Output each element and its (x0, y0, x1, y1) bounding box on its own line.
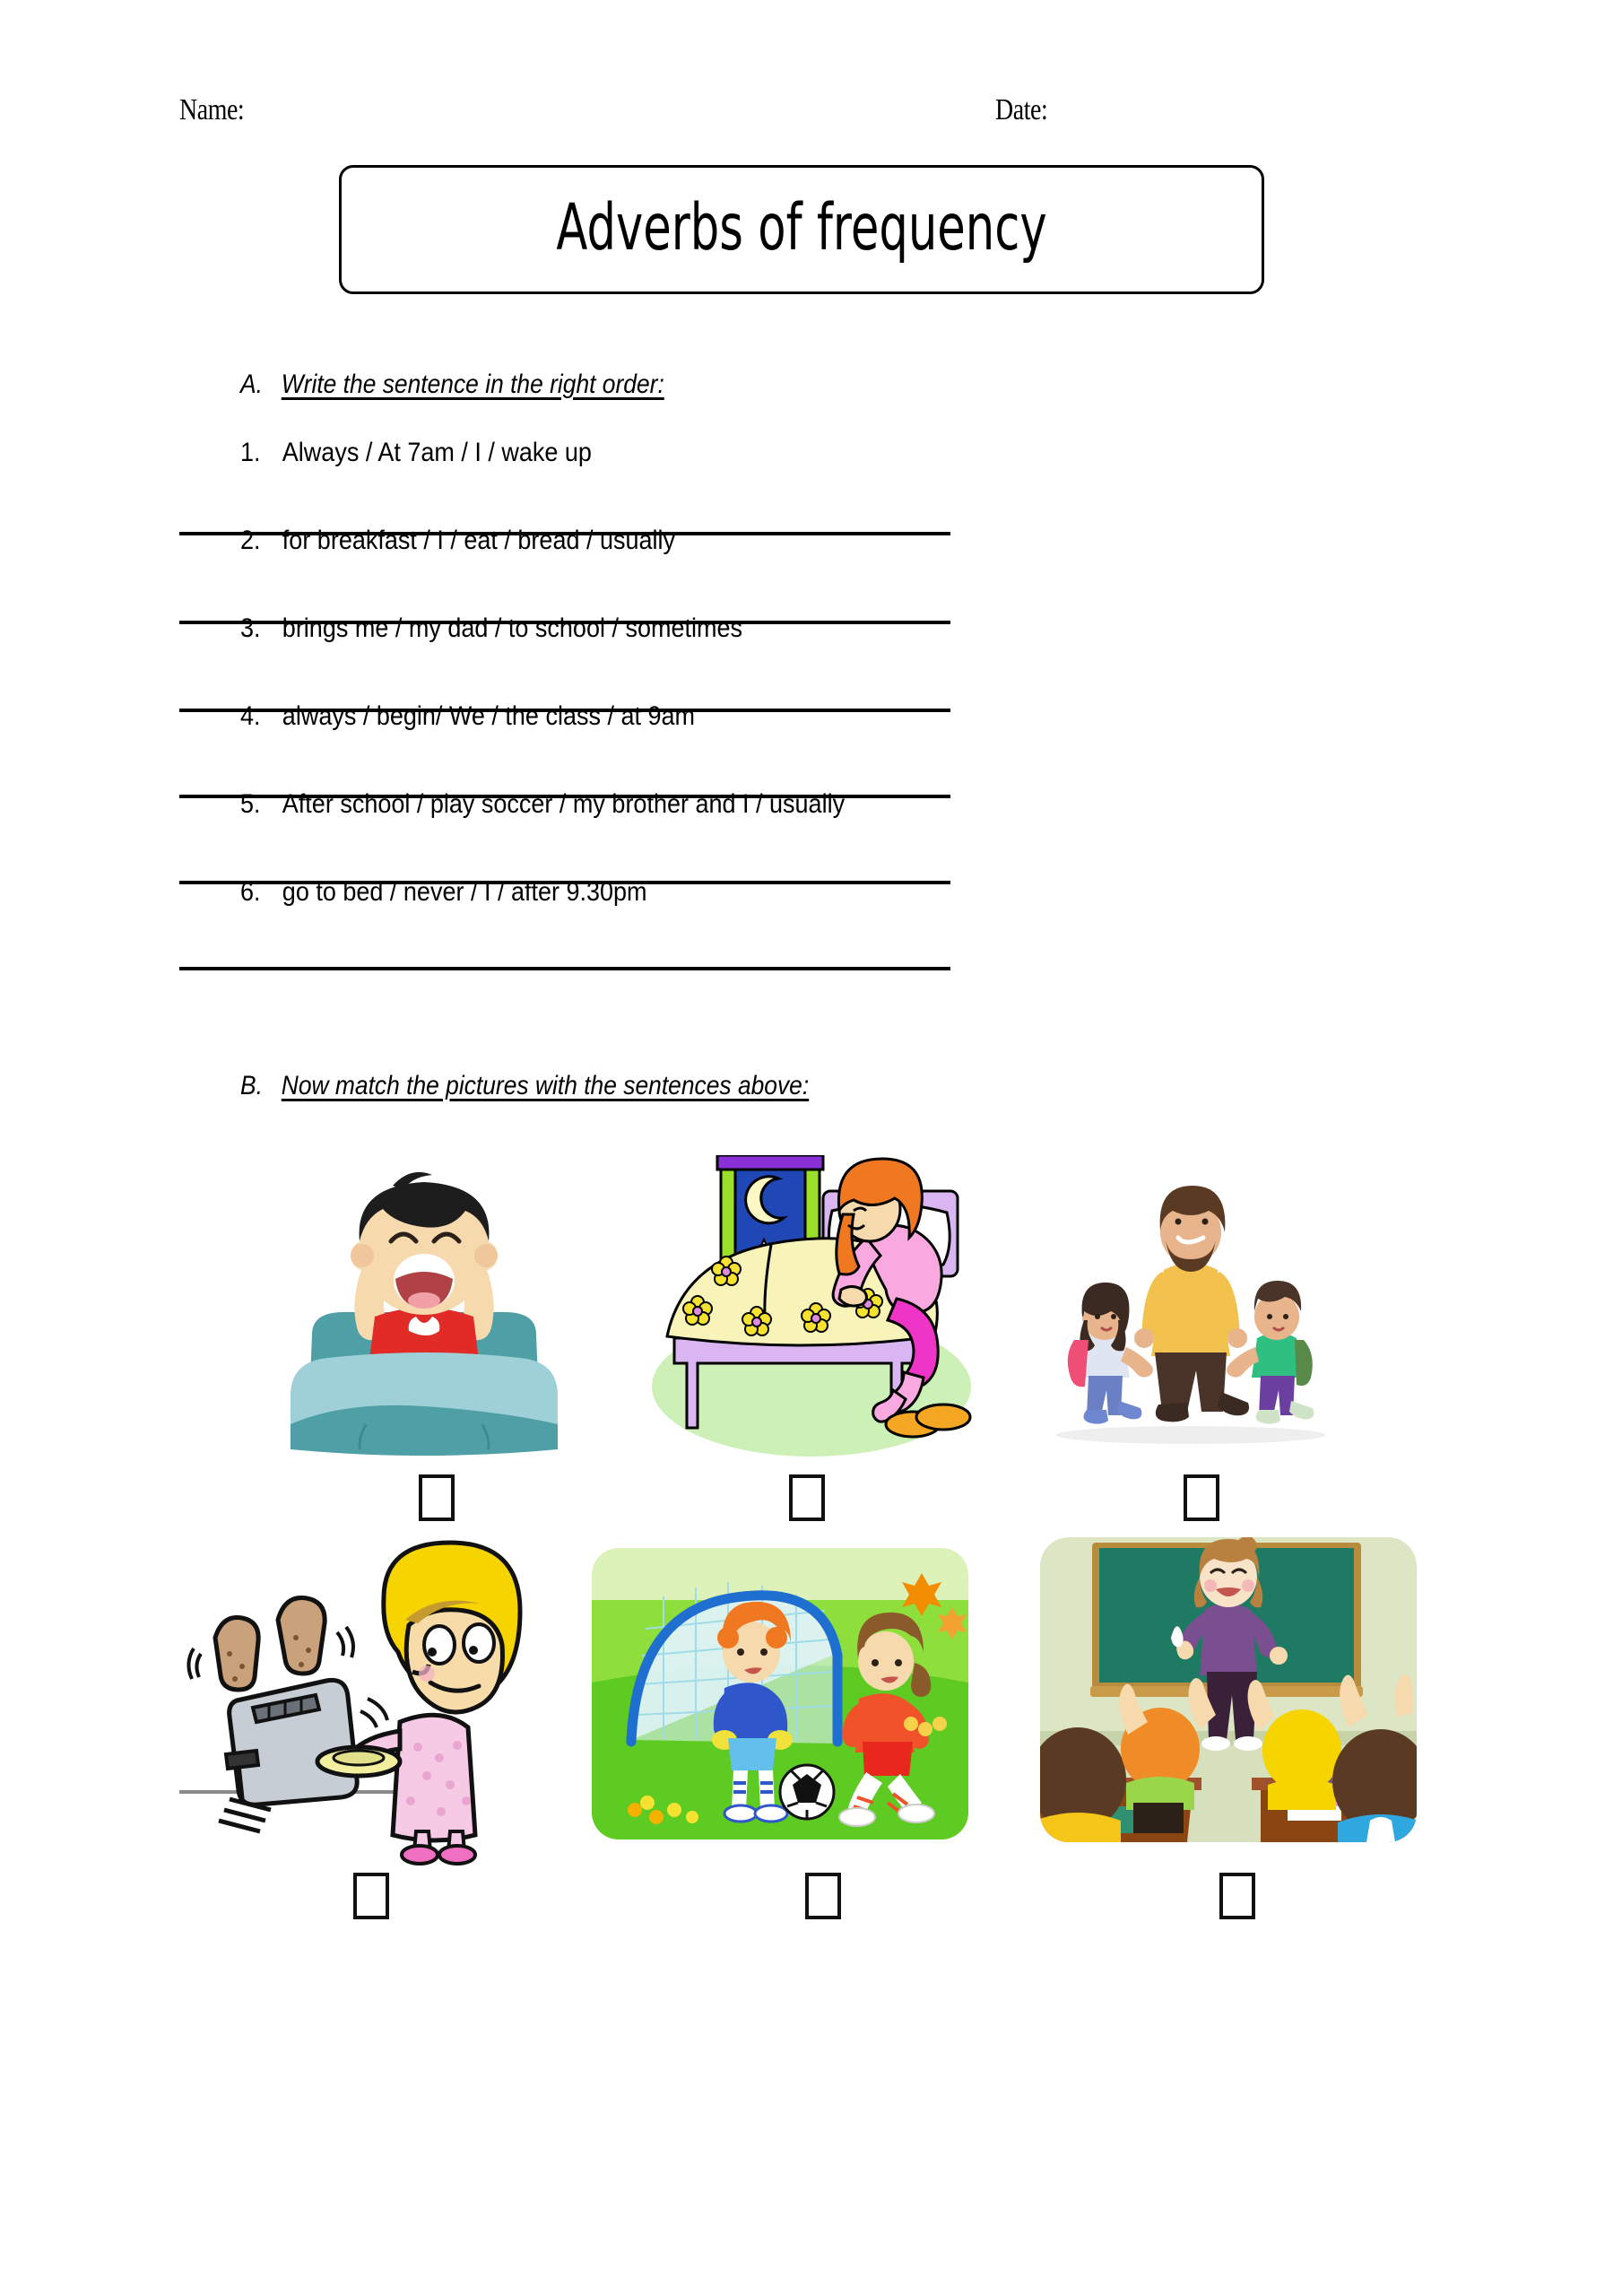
name-label: Name: (179, 93, 245, 126)
question-item-1 (240, 438, 592, 468)
section-b-letter: B. (240, 1071, 263, 1100)
question-text-4: always / begin/ We / the class / at 9am (282, 701, 696, 731)
section-b-instruction: Now match the pictures with the sentences above: (281, 1071, 810, 1100)
answer-checkbox-2[interactable] (789, 1474, 825, 1521)
picture-go-to-bed[interactable] (628, 1155, 995, 1465)
question-number-5: 5. (240, 789, 261, 819)
section-a-heading (240, 370, 664, 400)
answer-checkbox-1[interactable] (419, 1474, 455, 1521)
answer-line-6[interactable] (179, 967, 950, 970)
worksheet-title-box (339, 165, 1264, 294)
picture-dad-to-school[interactable] (1038, 1162, 1343, 1458)
section-b-heading (240, 1071, 809, 1101)
picture-wake-up[interactable] (258, 1155, 590, 1460)
question-item-2 (240, 526, 675, 556)
question-text-2: for breakfast / I / eat / bread / usually (282, 526, 676, 555)
question-item-4 (240, 701, 695, 732)
picture-class-begins[interactable] (1040, 1537, 1417, 1842)
section-a-letter: A. (240, 370, 263, 399)
question-item-5 (240, 789, 845, 820)
question-number-1: 1. (240, 438, 261, 467)
question-item-3 (240, 613, 742, 644)
question-text-1: Always / At 7am / I / wake up (282, 438, 592, 467)
question-number-4: 4. (240, 701, 261, 731)
section-a-instruction: Write the sentence in the right order: (281, 370, 664, 399)
answer-checkbox-4[interactable] (353, 1873, 389, 1919)
question-number-6: 6. (240, 877, 261, 907)
picture-breakfast-toast[interactable] (170, 1532, 556, 1873)
question-text-3: brings me / my dad / to school / sometimes (282, 613, 743, 643)
page-header (0, 93, 1622, 138)
question-text-5: After school / play soccer / my brother and I / usually (282, 789, 846, 819)
page-title: Adverbs of frequency (556, 191, 1047, 265)
picture-play-soccer[interactable] (592, 1548, 968, 1839)
answer-checkbox-3[interactable] (1184, 1474, 1219, 1521)
question-number-2: 2. (240, 526, 261, 555)
answer-checkbox-5[interactable] (805, 1873, 841, 1919)
question-number-3: 3. (240, 613, 261, 643)
date-label: Date: (995, 93, 1048, 126)
answer-checkbox-6[interactable] (1219, 1873, 1255, 1919)
question-text-6: go to bed / never / I / after 9.30pm (282, 877, 647, 907)
question-item-6 (240, 877, 647, 908)
